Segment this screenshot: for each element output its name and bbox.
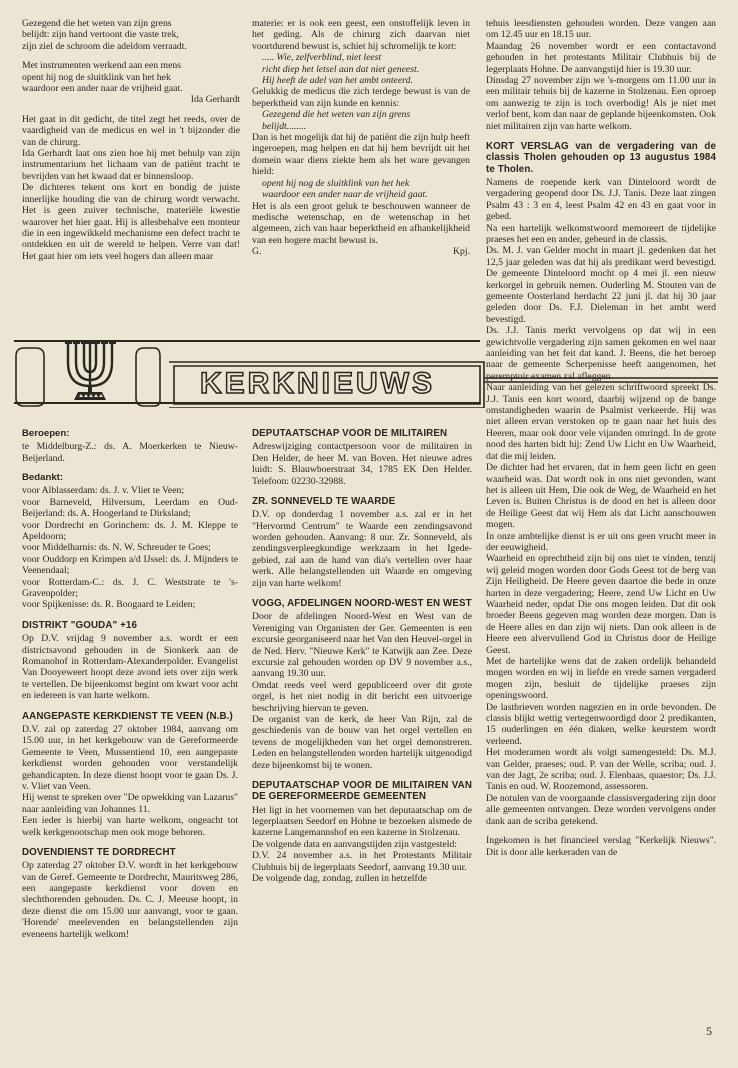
- paragraph: D.V. op donderdag 1 november a.s. zal er in het "Hervormd Centrum" te Waarde een zendingsavond worden gehouden. Aanvang: 8 uur. Zr. Sonneveld, als zendingsverpleegkundige werkzaam in het Igede-gebied, zal aan de hand van dia's vertellen over haar werk. Alle belangstellenden uit Waarde en omgeving zijn van harte welkom!: [252, 509, 472, 589]
- section-heading: DOVENDIENST TE DORDRECHT: [22, 846, 176, 858]
- section-heading: KORT VERSLAG van de vergadering van de classis Tholen gehouden op 13 augustus 1984 te Tholen.: [486, 141, 716, 175]
- paragraph: Door de afdelingen Noord-West en West van de Vereniging van Organisten der Ger. Gemeenten is een excursie georganiseerd naar het Van den Heuvel-orgel in de Ned. Herv. "Nieuwe Kerk" te Katwijk aan Zee. Deze excursie zal gehouden worden op DV 9 november a.s., aanvang 19.30 uur.: [252, 611, 472, 680]
- quote: [252, 178, 470, 201]
- paragraph: D.V. 24 november a.s. in het Protestants Militair Clubhuis bij de legerplaats Seedorf, aanvang 19.30 uur.: [252, 850, 472, 873]
- paragraph: Namens de roepende kerk van Dinteloord wordt de vergadering geopend door Ds. J.J. Tanis. Deze laat zingen Psalm 43 : 3 en 4, leest Psalm 42 en 43 en gaat voor in gebed.: [486, 176, 716, 223]
- paragraph: Ingekomen is het financieel verslag "Kerkelijk Nieuws". Dit is door alle kerkeraden van de: [486, 835, 716, 858]
- page-number: 5: [706, 1024, 712, 1038]
- paragraph: Omdat reeds veel werd gepubliceerd over dit grote orgel, is het niet nodig in dit bericht een uitvoerige beschrijving hiervan te geven.: [252, 679, 472, 714]
- quote-line: belijdt........: [262, 120, 307, 132]
- paragraph: De dichteres tekent ons kort en bondig de juiste innerlijke houding die van de chirurg wordt verwacht. Het is geen zuiver technische, materiële kwestie waarover het hier gaat. Hij is allesbehalve een monteur die in een ingewikkeld mechanisme een defect tracht te ontdekken en uit de wereld te helpen. Verre van dat! Het gaat hier om iets veel hogers dan alleen maar: [22, 182, 240, 262]
- paragraph: De volgende dag, zondag, zullen in hetzelfde: [252, 873, 427, 885]
- list-item: voor Dordrecht en Gorinchem: ds. J. M. Kleppe te Apeldoorn;: [22, 519, 238, 543]
- section-heading: DEPUTAATSCHAP VOOR DE MILITAIREN: [252, 428, 448, 439]
- list-item: voor Middelharnis: ds. N. W. Schreuder te Goes;: [22, 542, 211, 554]
- poem-line: Met instrumenten werkend aan een mens: [22, 60, 181, 72]
- section-heading: AANGEPASTE KERKDIENST TE VEEN (N.B.): [22, 710, 233, 722]
- paragraph: Het is als een groot geluk te beschouwen wanneer de medische wetenschap, en de wetenschap in het algemeen, zich van haar beperktheid en afhankelijkheid van een hogere macht bewust is.: [252, 200, 470, 246]
- paragraph: Dan is het mogelijk dat hij de patiënt die zijn hulp heeft ingeroepen, mag helpen en dat hij hem bevrijdt uit het domein waar diens ziekte hem als het ware gevangen hield:: [252, 132, 470, 178]
- poem-line: zijn ziel de schroom die adeldom verraadt.: [22, 40, 187, 52]
- poem-line: belijdt: zijn hand vertoont die vaste trek,: [22, 29, 179, 41]
- poem-line: waardoor een ander naar de vrijheid gaat.: [22, 83, 183, 95]
- paragraph: materie: er is ook een geest, een onstoffelijk leven in het geding. Als de chirurg zich daarvan niet voortdurend bewust is, schiet hij schromelijk te kort:: [252, 18, 470, 52]
- paragraph: Adreswijziging contactpersoon voor de militairen in Den Helder, de heer M. van Boven. Het nieuwe adres luidt: S. Blauwboerstraat 34, 1785 EK Den Helder. Telefoon: 02230-32988.: [252, 441, 472, 487]
- list-item: voor Barneveld, Hilversum, Leerdam en Oud-Beijerland: ds. A. Hoogerland te Dirksland;: [22, 496, 238, 520]
- paragraph: Het moderamen wordt als volgt samengesteld: Ds. M.J. van Gelder, praeses; oud. P. van der Welle, scriba; oud. J. van der Jagt, 2e scriba; oud. J. Elenbaas, quaestor; Ds. J.J. Tanis en oud. W. Roozemond, assessoren.: [486, 747, 716, 793]
- banner-title: KERKNIEUWS: [200, 367, 436, 400]
- poem-line: Gezegend die het weten van zijn grens: [22, 18, 172, 29]
- poem: [22, 18, 240, 106]
- paragraph: Op D.V. vrijdag 9 november a.s. wordt er een districtsavond gehouden in de Sionkerk aan de Romanohof in Rotterdam-Alexanderpolder. Evangelist Van Dooyeweert hoopt deze avond iets over zijn werk te vertellen. De bijeenkomst begint om kwart voor acht en iedereen is van harte welkom.: [22, 633, 238, 702]
- paragraph: Ds. J.J. Tanis merkt vervolgens op dat wij in een gewichtvolle vergadering zijn samen gekomen en wel naar aanleiding van het feit dat kand. J. Beens, die het beroep naar de gemeente Scherpenisse heeft aangenomen, het peremptoir examen zal afleggen.: [486, 325, 716, 382]
- paragraph: Het ligt in het voornemen van het deputaatschap om de legerplaatsen Seedorf en Hohne te bezoeken alsmede de kazerne Langemannshof en een kazerne in Stolzenau.: [252, 804, 472, 839]
- paragraph: Ds. M. J. van Gelder mocht in maart jl. gedenken dat het 12,5 jaar geleden was dat hij als predikant werd bevestigd. De gemeente Dinteloord mocht op 4 mei jl. een nieuw kerkorgel in gebruik nemen. Ouderling M. Stouten van de gemeente Oosterland herdacht 22 juni jl. dat hij 30 jaar geleden door Ds. F.J. Dieleman in het ambt werd bevestigd.: [486, 245, 716, 325]
- bedankt-heading: Bedankt:: [22, 472, 64, 484]
- list-item: voor Rotterdam-C.: ds. J. C. Weststrate te 's-Gravenpolder;: [22, 576, 238, 600]
- list-item: voor Ouddorp en Krimpen a/d IJssel: ds. J. Mijnders te Veenendaal;: [22, 553, 238, 577]
- paragraph: Het gaat in dit gedicht, de titel zegt het reeds, over de vaardigheid van de medicus en wel in 't bijzonder die van de chirurg.: [22, 113, 240, 148]
- paragraph: Gelukkig de medicus die zich terdege bewust is van de beperktheid van zijn kunde en kennis:: [252, 86, 470, 109]
- list-item: voor Alblasserdam: ds. J. v. Vliet te Veen;: [22, 485, 185, 497]
- list-item: voor Spijkenisse: ds. R. Boogaard te Leiden;: [22, 599, 196, 611]
- signature: [252, 246, 470, 257]
- section-heading: VOGG, AFDELINGEN NOORD-WEST EN WEST: [252, 598, 472, 610]
- paragraph: D.V. zal op zaterdag 27 oktober 1984, aanvang om 15.00 uur, in het kerkgebouw van de Gereformeerde Gemeente te Veen, Mussentiend 10, een aangepaste kerkdienst worden gehouden voor verstandelijk gehandicapten. In deze dienst hoopt voor te gaan Ds. J. v. Vliet van Veen.: [22, 723, 238, 792]
- poem-author: Ida Gerhardt: [190, 94, 240, 106]
- quote-line: richt diep het letsel aan dat niet geneest.: [262, 63, 420, 75]
- right-column: [486, 18, 716, 858]
- paragraph: Na een hartelijk welkomstwoord memoreert de tijdelijke praeses het een en ander, gebeurd in de classis.: [486, 222, 716, 245]
- paragraph: te Middelburg-Z.: ds. A. Moerkerken te Nieuw-Beijerland.: [22, 441, 238, 464]
- paragraph: In onze ambtelijke dienst is er uit ons geen vrucht meer in der eeuwigheid.: [486, 530, 716, 553]
- quote-line: Gezegend die het weten van zijn grens: [262, 109, 411, 121]
- paragraph: Ida Gerhardt laat ons zien hoe hij met behulp van zijn instrumentarium het lichaam van de patiënt tracht te bevrijden van het kwaad dat er binnensloop.: [22, 148, 240, 182]
- paragraph: Dinsdag 27 november zijn we 's-morgens om 11.00 uur in een militair tehuis bij de kazerne in Stolzenau. Een oproep om aanwezig te zijn is toch overbodig! Als je niet met verlof bent, kom dan naar de geplande bijeenkomsten. Ook niet militairen zijn van harte welkom.: [486, 75, 716, 132]
- paragraph: De organist van de kerk, de heer Van Rijn, zal de geschiedenis van de bouw van het orgel vertellen en tevens de mogelijkheden van het orgel demonstreren. Leden en belangstellenden worden hartelijk uitgenodigd deze bijeenkomst bij te wonen.: [252, 714, 472, 771]
- quote: [252, 52, 470, 86]
- quote-line: waardoor een ander naar de vrijheid gaat.: [262, 189, 428, 201]
- beroepen-heading: Beroepen:: [22, 428, 70, 439]
- section-heading: ZR. SONNEVELD TE WAARDE: [252, 495, 396, 507]
- quote: [252, 109, 470, 132]
- quote-line: ..... Wie, zelfverblind, niet leest: [262, 52, 382, 64]
- top-column-2: [252, 18, 470, 258]
- poem-line: opent hij nog de sluitklink van het hek: [22, 71, 171, 83]
- top-column-1: [22, 18, 240, 262]
- quote-line: opent hij nog de sluitklink van het hek: [262, 177, 410, 189]
- paragraph: Hij wenst te spreken over "De opwekking van Lazarus" naar aanleiding van Johannes 11.: [22, 792, 238, 815]
- paragraph: Een ieder is hierbij van harte welkom, ongeacht tot welk kerkgenootschap men ook moge behoren.: [22, 815, 238, 838]
- section-heading: DEPUTAATSCHAP VOOR DE MILITAIREN VAN DE GEREFORMEERDE GEMEENTEN: [252, 780, 472, 803]
- paragraph: Op zaterdag 27 oktober D.V. wordt in het kerkgebouw van de Geref. Gemeente te Dordrecht, Mauritsweg 286, een aangepaste kerkdienst voor doven en slechthorenden gehouden. Ds. C. J. Meeuse hoopt, in deze dienst die om 15.00 uur aanvangt, voor te gaan. 'Horende' meelevenden en belangstellenden zijn eveneens hartelijk welkom!: [22, 860, 238, 940]
- paragraph: Maandag 26 november wordt er een contactavond gehouden in het protestants Militair Clubhuis bij de legerplaats Hohne. De aanvangstijd hier is 19.30 uur.: [486, 40, 716, 75]
- paragraph: De dichter had het ervaren, dat in hem geen licht en geen waarheid was. Dat wordt ook in ons niet gevonden, want het is alleen uit Hem, Die ook de Weg, de Waarheid en het Leven is. Buiten Christus is de dood en het is alleen door de Heilige Geest dat wij Hem als dat Licht aanschouwen mogen.: [486, 462, 716, 531]
- bottom-column-1: [22, 428, 238, 940]
- paragraph: tehuis leesdiensten gehouden worden. Deze vangen aan om 12.45 uur en 18.15 uur.: [486, 18, 716, 41]
- signature-right: Kpj.: [453, 246, 470, 258]
- signature-left: G.: [252, 246, 262, 258]
- quote-line: Hij heeft de adel van het ambt onteerd.: [262, 75, 413, 87]
- bottom-column-2: [252, 428, 472, 884]
- banner-title-box: [182, 366, 484, 402]
- paragraph: Waarheid en oprechtheid zijn bij ons niet te vinden, tenzij wij geleid mogen worden door Gods Geest tot de berg van Zijn Heiligheid. De Heere geven daartoe die bede in onze harten in deze vergadering; Heere, zend Uw Licht en Uw Waarheid neder, opdat Die ons mogen leiden. Dat dit ook broeder Beens gegeven mag worden deze morgen. Dan is de Heere alles en dan zijn wij niets. Dan ook alleen is de Heere een alvervullend God in Christus door de Heilige Geest.: [486, 553, 716, 656]
- paragraph: De volgende data en aanvangstijden zijn vastgesteld:: [252, 838, 457, 850]
- kerknieuws-banner: [14, 338, 720, 408]
- paragraph: De notulen van de voorgaande classisvergadering zijn door alle gemeenten ontvangen. Deze worden vervolgens onder dank aan de scriba getekend.: [486, 792, 716, 827]
- paragraph: Met de hartelijke wens dat de zaken ordelijk behandeld mogen worden en wij in liefde en vrede samen vergaderd mogen zijn, besluit de tijdelijke praeses zijn openingswoord.: [486, 656, 716, 702]
- paragraph: Naar aanleiding van het gelezen schriftwoord spreekt Ds. J.J. Tanis een kort woord, daarbij wijzend op de bange omstandigheden waarin de Psalmist verkeerde. Hij was niet alleen ervan verstoken op te gaan naar het huis des Heeren, maar ook door vele vijanden omringd. In de grote nood des harten bidt hij: Zend Uw Licht en Uw Waarheid, dat die mij leiden.: [486, 382, 716, 462]
- section-heading: DISTRIKT "GOUDA" +16: [22, 619, 137, 631]
- paragraph: De lastbrieven worden nagezien en in orde bevonden. De classis blijkt wettig vertegenwoordigd door 2 predikanten, 15 ouderlingen en één diaken, welke keurstem wordt verleend.: [486, 701, 716, 747]
